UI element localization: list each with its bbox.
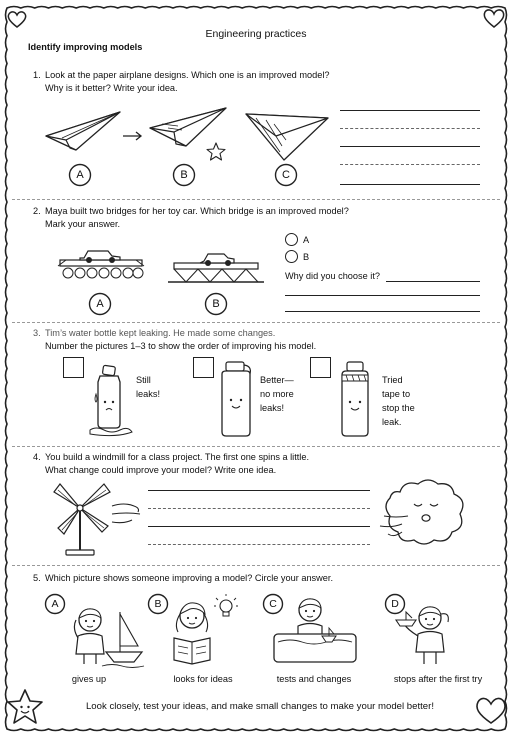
option-caption: tests and changes [276, 674, 352, 684]
section-divider [12, 199, 500, 200]
child-testing-boat [270, 596, 360, 668]
number-box-2[interactable] [193, 357, 214, 378]
bridge-b [168, 244, 264, 284]
question-number: 5. [33, 573, 41, 583]
option-caption: stops after the first try [393, 674, 483, 684]
option-label: B [180, 169, 188, 181]
answer-line[interactable] [340, 184, 480, 185]
windmill-drawing [50, 478, 114, 558]
question-text: Which picture shows someone improving a model? Circle your answer. [45, 573, 333, 583]
question-number: 4. [33, 452, 41, 462]
radio-label: A [303, 235, 310, 245]
caption-text: no more [260, 389, 294, 399]
question-number: 1. [33, 70, 41, 80]
child-with-boat [62, 606, 146, 668]
option-label: C [269, 598, 277, 610]
section-divider [12, 565, 500, 566]
answer-guide-line [340, 164, 480, 165]
question-text: Tim’s water bottle kept leaking. He made some changes. [45, 328, 276, 338]
caption-text: leaks! [260, 403, 285, 413]
question-number: 2. [33, 206, 41, 216]
child-reading-book [162, 594, 240, 668]
option-label: A [51, 598, 59, 610]
option-label: A [76, 169, 84, 181]
wind-lines-icon [110, 500, 146, 526]
radio-option-b[interactable] [285, 250, 298, 263]
option-caption: looks for ideas [173, 674, 233, 684]
arrow-right-icon [122, 130, 144, 142]
answer-line[interactable] [148, 526, 370, 527]
star-icon [206, 142, 226, 162]
number-box-3[interactable] [310, 357, 331, 378]
caption-text: leak. [382, 417, 402, 427]
wind-cloud-face [374, 476, 470, 556]
heart-icon [474, 694, 508, 726]
question-text: What change could improve your model? Write one idea. [45, 465, 277, 475]
question-text: Mark your answer. [45, 219, 121, 229]
question-text: Maya built two bridges for her toy car. Which bridge is an improved model? [45, 206, 349, 216]
answer-guide-line [148, 508, 370, 509]
option-label: B [212, 298, 220, 310]
improved-bottle [216, 360, 260, 440]
footer-tip: Look closely, test your ideas, and make small changes to make your model better! [85, 701, 435, 712]
answer-guide-line [340, 128, 480, 129]
radio-option-a[interactable] [285, 233, 298, 246]
star-face-icon [6, 688, 44, 726]
caption-text: leaks! [136, 389, 161, 399]
question-text: You build a windmill for a class project. The first one spins a little. [45, 452, 310, 462]
radio-label: B [303, 252, 310, 262]
caption-text: tape to [382, 389, 411, 399]
paper-airplane-c [244, 106, 332, 164]
answer-guide-line [148, 544, 370, 545]
option-label: D [391, 598, 399, 610]
answer-line[interactable] [340, 110, 480, 111]
question-text: Why is it better? Write your idea. [45, 83, 178, 93]
option-label: B [154, 598, 162, 610]
answer-line[interactable] [285, 311, 480, 312]
heart-icon [482, 6, 506, 30]
caption-text: Better— [260, 375, 294, 385]
option-label: A [96, 298, 104, 310]
caption-text: Tried [382, 375, 403, 385]
paper-airplane-a [44, 108, 124, 158]
bridge-a [58, 240, 144, 288]
answer-line[interactable] [285, 295, 480, 296]
section-divider [12, 322, 500, 323]
leaking-bottle [86, 364, 136, 440]
question-text: Number the pictures 1–3 to show the order of improving his model. [45, 341, 317, 351]
question-text: Look at the paper airplane designs. Which one is an improved model? [45, 70, 330, 80]
page-title: Engineering practices [205, 28, 307, 40]
prompt-text: Why did you choose it? [285, 271, 380, 281]
child-with-paper-boat [396, 602, 456, 668]
section-divider [12, 446, 500, 447]
section-heading: Identify improving models [28, 42, 143, 52]
answer-line[interactable] [148, 490, 370, 491]
number-box-1[interactable] [63, 357, 84, 378]
answer-line[interactable] [386, 281, 480, 282]
caption-text: Still [136, 375, 151, 385]
option-label: C [282, 169, 290, 181]
caption-text: stop the [382, 403, 415, 413]
question-number: 3. [33, 328, 41, 338]
taped-bottle [336, 360, 376, 440]
answer-line[interactable] [340, 146, 480, 147]
option-caption: gives up [71, 674, 107, 684]
heart-icon [6, 8, 28, 30]
